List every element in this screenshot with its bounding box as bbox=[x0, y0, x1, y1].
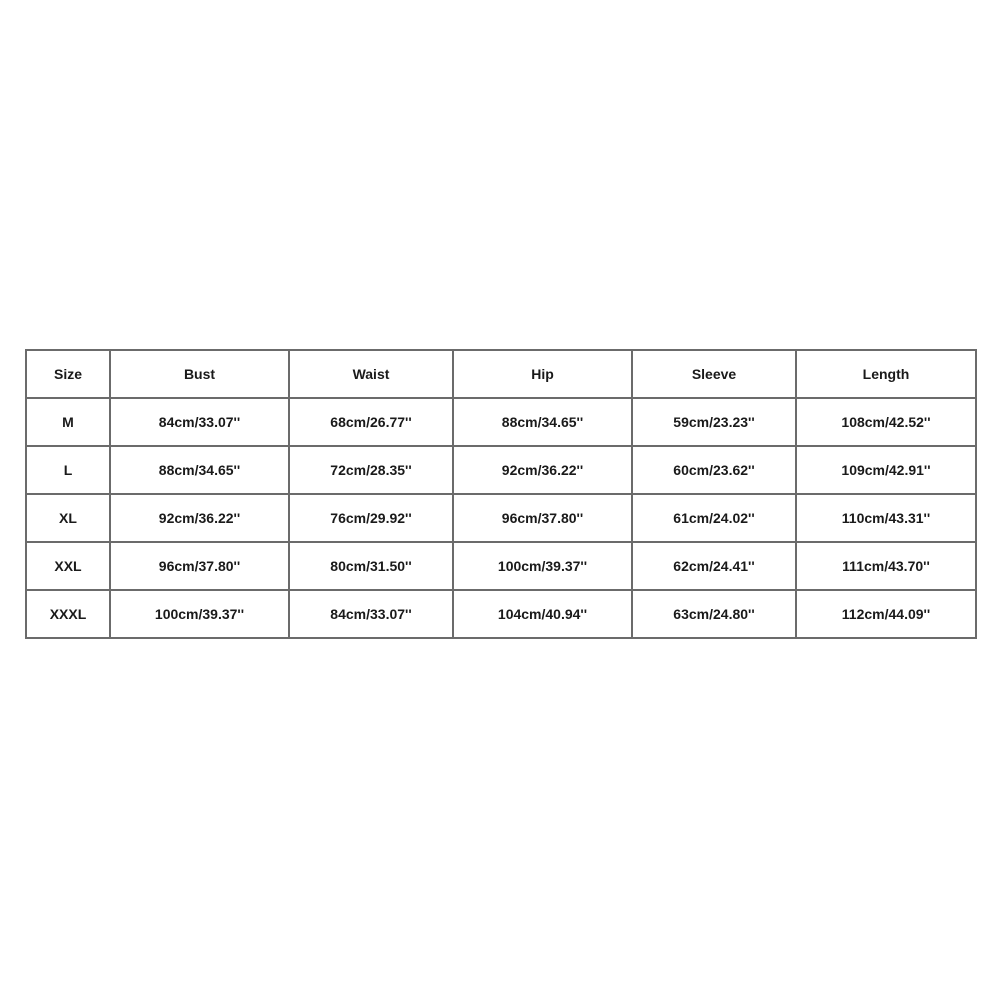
header-bust: Bust bbox=[110, 350, 289, 398]
size-chart-table bbox=[25, 349, 977, 639]
table-row bbox=[26, 446, 976, 494]
waist-cell: 76cm/29.92'' bbox=[289, 494, 453, 542]
table-row bbox=[26, 494, 976, 542]
bust-cell: 88cm/34.65'' bbox=[110, 446, 289, 494]
size-cell: XXXL bbox=[26, 590, 110, 638]
bust-cell: 84cm/33.07'' bbox=[110, 398, 289, 446]
table-row bbox=[26, 398, 976, 446]
header-hip: Hip bbox=[453, 350, 632, 398]
length-cell: 108cm/42.52'' bbox=[796, 398, 976, 446]
bust-cell: 92cm/36.22'' bbox=[110, 494, 289, 542]
table-row bbox=[26, 590, 976, 638]
sleeve-cell: 61cm/24.02'' bbox=[632, 494, 796, 542]
size-cell: XXL bbox=[26, 542, 110, 590]
header-waist: Waist bbox=[289, 350, 453, 398]
sleeve-cell: 62cm/24.41'' bbox=[632, 542, 796, 590]
header-length: Length bbox=[796, 350, 976, 398]
header-sleeve: Sleeve bbox=[632, 350, 796, 398]
waist-cell: 68cm/26.77'' bbox=[289, 398, 453, 446]
hip-cell: 104cm/40.94'' bbox=[453, 590, 632, 638]
length-cell: 109cm/42.91'' bbox=[796, 446, 976, 494]
hip-cell: 96cm/37.80'' bbox=[453, 494, 632, 542]
sleeve-cell: 60cm/23.62'' bbox=[632, 446, 796, 494]
length-cell: 111cm/43.70'' bbox=[796, 542, 976, 590]
size-cell: XL bbox=[26, 494, 110, 542]
sleeve-cell: 59cm/23.23'' bbox=[632, 398, 796, 446]
sleeve-cell: 63cm/24.80'' bbox=[632, 590, 796, 638]
bust-cell: 96cm/37.80'' bbox=[110, 542, 289, 590]
length-cell: 112cm/44.09'' bbox=[796, 590, 976, 638]
waist-cell: 80cm/31.50'' bbox=[289, 542, 453, 590]
table-row bbox=[26, 542, 976, 590]
table-header-row bbox=[26, 350, 976, 398]
waist-cell: 84cm/33.07'' bbox=[289, 590, 453, 638]
header-size: Size bbox=[26, 350, 110, 398]
waist-cell: 72cm/28.35'' bbox=[289, 446, 453, 494]
hip-cell: 92cm/36.22'' bbox=[453, 446, 632, 494]
length-cell: 110cm/43.31'' bbox=[796, 494, 976, 542]
size-cell: M bbox=[26, 398, 110, 446]
size-cell: L bbox=[26, 446, 110, 494]
bust-cell: 100cm/39.37'' bbox=[110, 590, 289, 638]
hip-cell: 100cm/39.37'' bbox=[453, 542, 632, 590]
hip-cell: 88cm/34.65'' bbox=[453, 398, 632, 446]
